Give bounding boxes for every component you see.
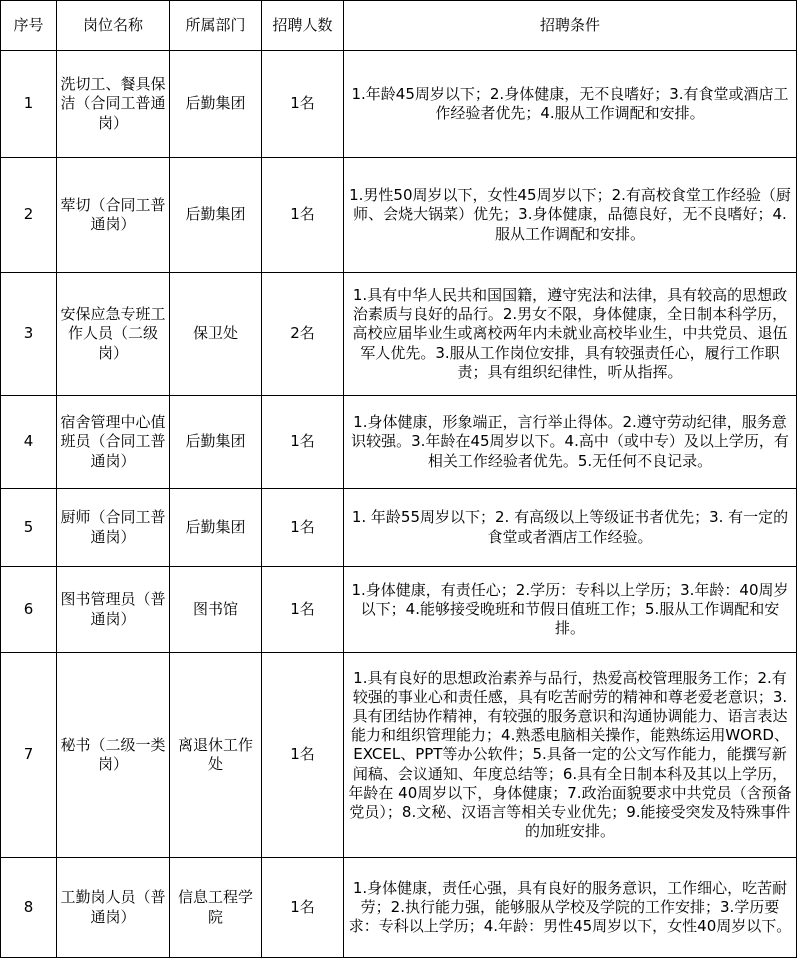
cell-conditions: 1.具有中华人民共和国国籍，遵守宪法和法律，具有较高的思想政治素质与良好的品行。2.男女不限，身体健康，全日制本科学历，高校应届毕业生或离校两年内未就业高校毕业生，中共党员、退伍军人优先。3.服从工作岗位安排，具有较强责任心，履行工作职责；具有组织纪律性，听从指挥。 bbox=[344, 273, 797, 396]
cell-count: 1名 bbox=[262, 158, 344, 273]
cell-position: 宿舍管理中心值班员（合同工普通岗） bbox=[57, 396, 170, 489]
cell-conditions: 1.身体健康，形象端正，言行举止得体。2.遵守劳动纪律，服务意识较强。3.年龄在45周岁以下。4.高中（或中专）及以上学历，有相关工作经验者优先。5.无任何不良记录。 bbox=[344, 396, 797, 489]
cell-no: 3 bbox=[1, 273, 57, 396]
cell-no: 2 bbox=[1, 158, 57, 273]
cell-department: 图书馆 bbox=[170, 567, 262, 653]
col-header-count: 招聘人数 bbox=[262, 1, 344, 51]
cell-count: 1名 bbox=[262, 396, 344, 489]
cell-count: 1名 bbox=[262, 489, 344, 567]
table-row bbox=[1, 858, 797, 958]
cell-no: 6 bbox=[1, 567, 57, 653]
cell-department: 后勤集团 bbox=[170, 158, 262, 273]
cell-count: 1名 bbox=[262, 567, 344, 653]
cell-department: 后勤集团 bbox=[170, 51, 262, 158]
col-header-department: 所属部门 bbox=[170, 1, 262, 51]
table-row bbox=[1, 51, 797, 158]
table-row bbox=[1, 158, 797, 273]
cell-count: 1名 bbox=[262, 51, 344, 158]
cell-department: 信息工程学院 bbox=[170, 858, 262, 958]
header-row bbox=[1, 1, 797, 51]
cell-count: 1名 bbox=[262, 858, 344, 958]
cell-position: 厨师（合同工普通岗） bbox=[57, 489, 170, 567]
table-row bbox=[1, 567, 797, 653]
cell-conditions: 1.身体健康，有责任心；2.学历：专科以上学历；3.年龄：40周岁以下；4.能够接受晚班和节假日值班工作；5.服从工作调配和安排。 bbox=[344, 567, 797, 653]
col-header-position: 岗位名称 bbox=[57, 1, 170, 51]
cell-count: 2名 bbox=[262, 273, 344, 396]
cell-position: 秘书（二级一类岗） bbox=[57, 653, 170, 858]
cell-no: 8 bbox=[1, 858, 57, 958]
cell-conditions: 1.具有良好的思想政治素养与品行，热爱高校管理服务工作；2.有较强的事业心和责任感，具有吃苦耐劳的精神和尊老爱老意识；3.具有团结协作精神，有较强的服务意识和沟通协调能力、语言表达能力和组织管理能力；4.熟悉电脑相关操作，能熟练运用WORD、EXCEL、PPT等办公软件；5.具备一定的公文写作能力，能撰写新闻稿、会议通知、年度总结等；6.具有全日制本科及其以上学历，年龄在 40周岁以下，身体健康；7.政治面貌要求中共党员（含预备党员）；8.文秘、汉语言等相关专业优先；9.能接受突发及特殊事件的加班安排。 bbox=[344, 653, 797, 858]
cell-department: 离退休工作处 bbox=[170, 653, 262, 858]
cell-position: 工勤岗人员（普通岗） bbox=[57, 858, 170, 958]
col-header-no: 序号 bbox=[1, 1, 57, 51]
cell-conditions: 1.年龄45周岁以下；2.身体健康，无不良嗜好；3.有食堂或酒店工作经验者优先；4.服从工作调配和安排。 bbox=[344, 51, 797, 158]
table-row bbox=[1, 273, 797, 396]
cell-no: 7 bbox=[1, 653, 57, 858]
table-row bbox=[1, 396, 797, 489]
cell-conditions: 1. 年龄55周岁以下；2. 有高级以上等级证书者优先；3. 有一定的食堂或者酒店工作经验。 bbox=[344, 489, 797, 567]
col-header-conditions: 招聘条件 bbox=[344, 1, 797, 51]
cell-department: 后勤集团 bbox=[170, 489, 262, 567]
cell-department: 后勤集团 bbox=[170, 396, 262, 489]
cell-position: 荤切（合同工普通岗） bbox=[57, 158, 170, 273]
cell-position: 图书管理员（普通岗） bbox=[57, 567, 170, 653]
table-row bbox=[1, 653, 797, 858]
cell-position: 洗切工、餐具保洁（合同工普通岗） bbox=[57, 51, 170, 158]
cell-no: 4 bbox=[1, 396, 57, 489]
cell-position: 安保应急专班工作人员（二级岗） bbox=[57, 273, 170, 396]
cell-department: 保卫处 bbox=[170, 273, 262, 396]
cell-no: 5 bbox=[1, 489, 57, 567]
cell-count: 1名 bbox=[262, 653, 344, 858]
cell-no: 1 bbox=[1, 51, 57, 158]
cell-conditions: 1.身体健康，责任心强，具有良好的服务意识，工作细心，吃苦耐劳；2.执行能力强，能够服从学校及学院的工作安排；3.学历要求：专科以上学历；4.年龄：男性45周岁以下，女性40周岁以下。 bbox=[344, 858, 797, 958]
cell-conditions: 1.男性50周岁以下，女性45周岁以下；2.有高校食堂工作经验（厨师、会烧大锅菜）优先；3.身体健康，品德良好，无不良嗜好；4.服从工作调配和安排。 bbox=[344, 158, 797, 273]
table-row bbox=[1, 489, 797, 567]
